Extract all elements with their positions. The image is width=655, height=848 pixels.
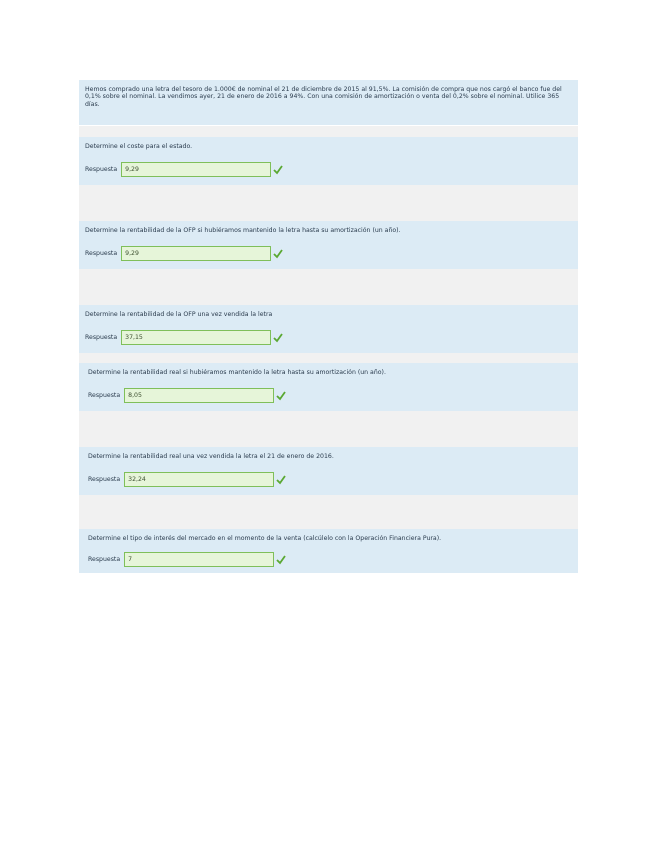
check-icon xyxy=(276,555,286,565)
question-prompt: Determine la rentabilidad de la OFP si hubiéramos mantenido la letra hasta su amortización (un año). xyxy=(85,227,401,234)
answer-row xyxy=(88,551,286,567)
answer-input[interactable]: 37,15 xyxy=(121,330,271,345)
answer-row xyxy=(88,387,286,403)
answer-label: Respuesta xyxy=(85,249,118,257)
question-prompt: Determine el coste para el estado. xyxy=(85,143,193,150)
answer-input[interactable]: 9,29 xyxy=(121,162,271,177)
question-panel-6 xyxy=(79,529,578,573)
check-icon xyxy=(276,475,286,485)
answer-label: Respuesta xyxy=(88,555,121,563)
check-icon xyxy=(273,249,283,259)
check-icon xyxy=(273,165,283,175)
answer-label: Respuesta xyxy=(85,165,118,173)
answer-input[interactable]: 32,24 xyxy=(124,472,274,487)
spacer xyxy=(79,411,578,447)
spacer xyxy=(79,269,578,305)
spacer xyxy=(79,185,578,221)
check-icon xyxy=(273,333,283,343)
answer-input[interactable]: 9,29 xyxy=(121,246,271,261)
question-panel-2 xyxy=(79,221,578,269)
question-prompt: Determine la rentabilidad real una vez vendida la letra el 21 de enero de 2016. xyxy=(88,453,334,460)
answer-input[interactable]: 7 xyxy=(124,552,274,567)
answer-row xyxy=(85,161,283,177)
answer-label: Respuesta xyxy=(88,475,121,483)
answer-row xyxy=(85,329,283,345)
answer-label: Respuesta xyxy=(85,333,118,341)
answer-row xyxy=(88,471,286,487)
check-icon xyxy=(276,391,286,401)
question-panel-3 xyxy=(79,305,578,353)
intro-text: Hemos comprado una letra del tesoro de 1.000€ de nominal el 21 de diciembre de 2015 al 91,5%. La comisión de compra que nos cargó el banco fue del 0,1% sobre el nominal. La vendimos ayer, 21 de enero de 2016 a 94%. Con una comisión de amortización o venta del 0,2% sobre el nominal. Utilice 365 días. xyxy=(85,86,562,108)
spacer xyxy=(79,353,578,363)
spacer xyxy=(79,495,578,529)
spacer xyxy=(79,126,578,137)
question-prompt: Determine el tipo de interés del mercado en el momento de la venta (calcúlelo con la Operación Financiera Pura). xyxy=(88,535,442,542)
question-panel-1 xyxy=(79,137,578,185)
answer-row xyxy=(85,245,283,261)
question-panel-4 xyxy=(79,363,578,411)
answer-label: Respuesta xyxy=(88,391,121,399)
intro-panel xyxy=(79,80,578,125)
question-panel-5 xyxy=(79,447,578,495)
question-prompt: Determine la rentabilidad real si hubiéramos mantenido la letra hasta su amortización (un año). xyxy=(88,369,386,376)
question-prompt: Determine la rentabilidad de la OFP una vez vendida la letra xyxy=(85,311,273,318)
answer-input[interactable]: 8,05 xyxy=(124,388,274,403)
